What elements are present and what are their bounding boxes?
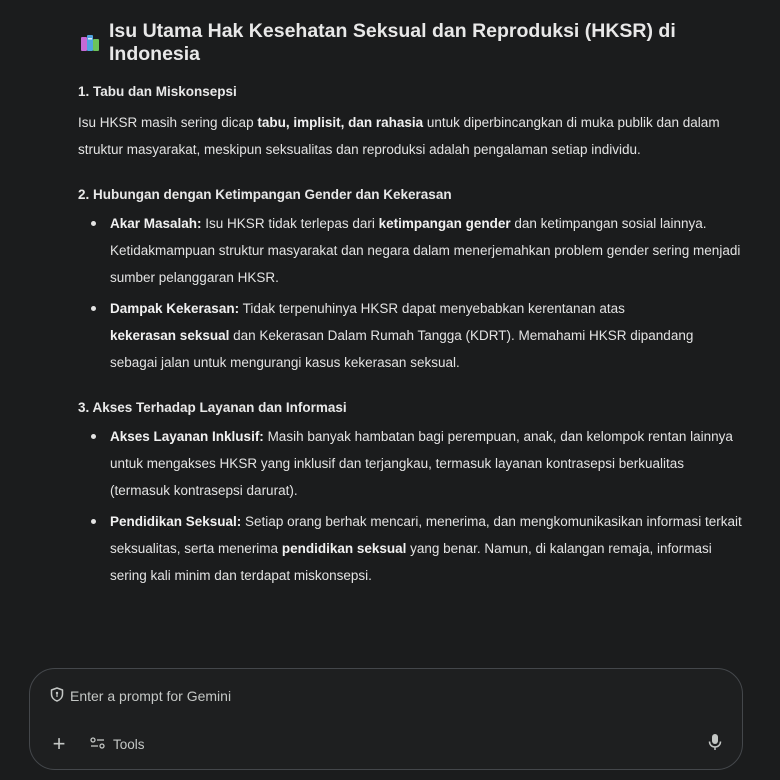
tools-label: Tools [113, 736, 145, 752]
page-title [80, 20, 742, 65]
list-item-text: Tidak terpenuhinya HKSR dapat menyebabkan kerentanan atas [239, 301, 625, 316]
tools-button[interactable] [90, 737, 145, 752]
list-item-bold: pendidikan seksual [281, 541, 407, 556]
add-button[interactable]: + [52, 731, 66, 756]
section-heading-2: 2. Hubungan dengan Ketimpangan Gender dan Kekerasan [78, 187, 452, 202]
list-item-bold: kekerasan seksual [110, 328, 230, 343]
list-item [78, 423, 742, 504]
paragraph-text: Isu HKSR masih sering dicap [78, 115, 258, 130]
list-item [78, 210, 742, 291]
paragraph-bold: tabu, implisit, dan rahasia [257, 115, 424, 130]
list-item-text: yang benar. Namun, di kalangan remaja, informasi sering kali minim dan terdapat miskonsepsi. [110, 541, 712, 583]
list-item-label: Dampak Kekerasan: [110, 301, 240, 316]
list-item-text: Isu HKSR tidak terlepas dari [201, 216, 379, 231]
list-item-label: Akar Masalah: [110, 216, 202, 231]
page-title-text: Isu Utama Hak Kesehatan Seksual dan Reproduksi (HKSR) di Indonesia [109, 20, 676, 65]
list-item [78, 508, 742, 589]
prompt-composer[interactable] [29, 668, 743, 770]
books-icon [80, 34, 100, 52]
list-item-text: Setiap orang berhak mencari, menerima, dan mengkomunikasikan informasi terkait seksualitas, serta menerima [110, 514, 742, 556]
composer-toolbar [48, 733, 145, 755]
list-item-text: Masih banyak hambatan bagi perempuan, anak, dan kelompok rentan lainnya untuk mengakses HKSR yang inklusif dan terjangkau, termasuk layanan kontrasepsi berkualitas (termasuk kontrasepsi darurat). [110, 429, 733, 498]
prompt-placeholder: Enter a prompt for Gemini [70, 688, 232, 704]
paragraph-text: untuk diperbincangkan di muka publik dan dalam struktur masyarakat, meskipun seksualitas dan reproduksi adalah pengalaman setiap individu. [78, 115, 720, 157]
list-item-label: Pendidikan Seksual: [110, 514, 242, 529]
response-content [78, 20, 742, 589]
tune-icon [90, 737, 105, 752]
shield-icon [50, 687, 64, 705]
list-item-bold: ketimpangan gender [378, 216, 511, 231]
list-item-label: Akses Layanan Inklusif: [110, 429, 264, 444]
list-item-text: dan Kekerasan Dalam Rumah Tangga (KDRT). Memahami HKSR dipandang sebagai jalan untuk mengurangi kasus kekerasan seksual. [110, 328, 694, 370]
section-heading-1: 1. Tabu dan Miskonsepsi [78, 84, 237, 99]
section-list-3 [78, 423, 742, 589]
section-paragraph-1 [78, 109, 742, 163]
list-item [78, 295, 742, 376]
list-item-text: dan ketimpangan sosial lainnya. Ketidakmampuan struktur masyarakat dan negara dalam menerjemahkan problem gender sering menjadi sumber pelanggaran HKSR. [110, 216, 741, 285]
section-heading-3: 3. Akses Terhadap Layanan dan Informasi [78, 400, 347, 415]
microphone-icon[interactable] [708, 733, 722, 756]
section-list-2 [78, 210, 742, 376]
prompt-input[interactable] [50, 687, 231, 705]
